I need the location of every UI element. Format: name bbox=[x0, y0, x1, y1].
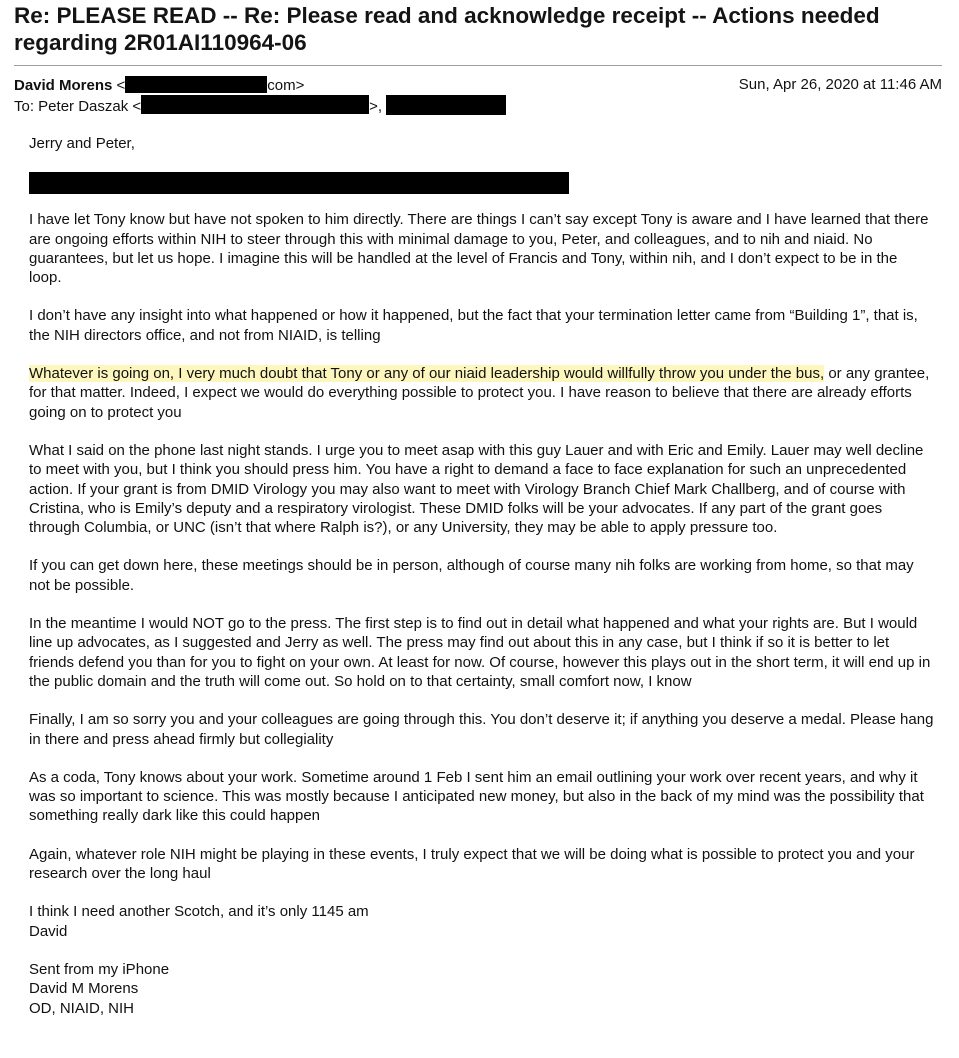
closing-line: I think I need another Scotch, and it’s only 1145 am bbox=[29, 903, 369, 921]
highlighted-paragraph bbox=[29, 364, 934, 422]
redacted-recipient-email bbox=[141, 95, 369, 114]
body-paragraph: I don’t have any insight into what happened or how it happened, but the fact that your termination letter came from “Building 1”, that is, the NIH directors office, and not from NIAID, is telling bbox=[29, 307, 918, 344]
signature-line: Sent from my iPhone bbox=[29, 960, 170, 978]
body-paragraph: I have let Tony know but have not spoken to him directly. There are things I can’t say except Tony is aware and I have learned that there are ongoing efforts within NIH to steer through this with minimal damage to you, Peter, and colleagues, and to nih and niaid. No guarantees, but let us hope. I imagine this will be handled at the level of Francis and Tony, within nih, and I don’t expect to be in the loop. bbox=[29, 211, 929, 287]
recipient-label: To: Peter Daszak < bbox=[14, 98, 142, 115]
body-paragraph: If you can get down here, these meetings should be in person, although of course many nih folks are working from home, so that may not be possible. bbox=[29, 557, 914, 594]
body-paragraph: Finally, I am so sorry you and your colleagues are going through this. You don’t deserve it; if anything you deserve a medal. Please hang in there and press ahead firmly but collegiality bbox=[29, 711, 934, 748]
body-paragraph: What I said on the phone last night stands. I urge you to meet asap with this guy Lauer and with Eric and Emily. Lauer may well decline to meet with you, but I think you should press him. You have a right to demand a face to face explanation for such an unprecedented action. If your grant is from DMID Virology you may also want to meet with Virology Branch Chief Mark Challberg, and of course with Cristina, who is Emily’s deputy and a respiratory virologist. These DMID folks will be your advocates. If any part of the grant goes through Columbia, or UNC (isn’t that where Ralph is?), or any University, they may be able to apply pressure too. bbox=[29, 441, 924, 537]
to-line bbox=[14, 95, 506, 116]
email-subject: Re: PLEASE READ -- Re: Please read and acknowledge receipt -- Actions needed regarding 2R01AI110964-06 bbox=[14, 3, 880, 55]
body-paragraph: As a coda, Tony knows about your work. Sometime around 1 Feb I sent him an email outlining your work over recent years, and why it was so important to science. This was mostly because I anticipated new money, but also in the back of my mind was the possibility that something really dark like this could happen bbox=[29, 768, 924, 825]
highlighted-sentence: Whatever is going on, I very much doubt that Tony or any of our niaid leadership would willfully throw you under the bus, bbox=[29, 365, 825, 383]
closing-name: David bbox=[29, 922, 68, 940]
redacted-line bbox=[29, 172, 569, 194]
body-paragraph: In the meantime I would NOT go to the press. The first step is to find out in detail what happened and what your rights are. But I would line up advocates, as I suggested and Jerry as well. The press may find out about this in any case, but I think if so it is better to let friends defend you than for you to fight on your own. At least for now. Of course, however this plays out in the short term, it will end up in the public domain and the truth will come out. So hold on to that certainty, small comfort now, I know bbox=[29, 615, 931, 690]
from-line bbox=[14, 76, 304, 95]
sender-name: David Morens bbox=[14, 77, 113, 94]
recipient-separator: >, bbox=[369, 98, 387, 115]
header-divider bbox=[14, 65, 942, 66]
signature-org: OD, NIAID, NIH bbox=[29, 999, 135, 1017]
redacted-sender-email bbox=[125, 76, 267, 93]
body-paragraph: Again, whatever role NIH might be playing in these events, I truly expect that we will be doing what is possible to protect you and your research over the long haul bbox=[29, 845, 915, 883]
redacted-recipient-2 bbox=[386, 95, 506, 115]
signature-name: David M Morens bbox=[29, 980, 139, 998]
paragraph-continuation: or any grantee, for that matter. Indeed, I expect we would do everything possible to protect you. I have reason to believe that there are already efforts going on to protect you bbox=[29, 365, 930, 421]
sender-email-open: < bbox=[116, 77, 126, 94]
email-date: Sun, Apr 26, 2020 at 11:46 AM bbox=[738, 76, 942, 93]
sender-email-tail: com> bbox=[267, 77, 305, 94]
email-body bbox=[29, 134, 934, 1018]
greeting: Jerry and Peter, bbox=[29, 135, 135, 152]
